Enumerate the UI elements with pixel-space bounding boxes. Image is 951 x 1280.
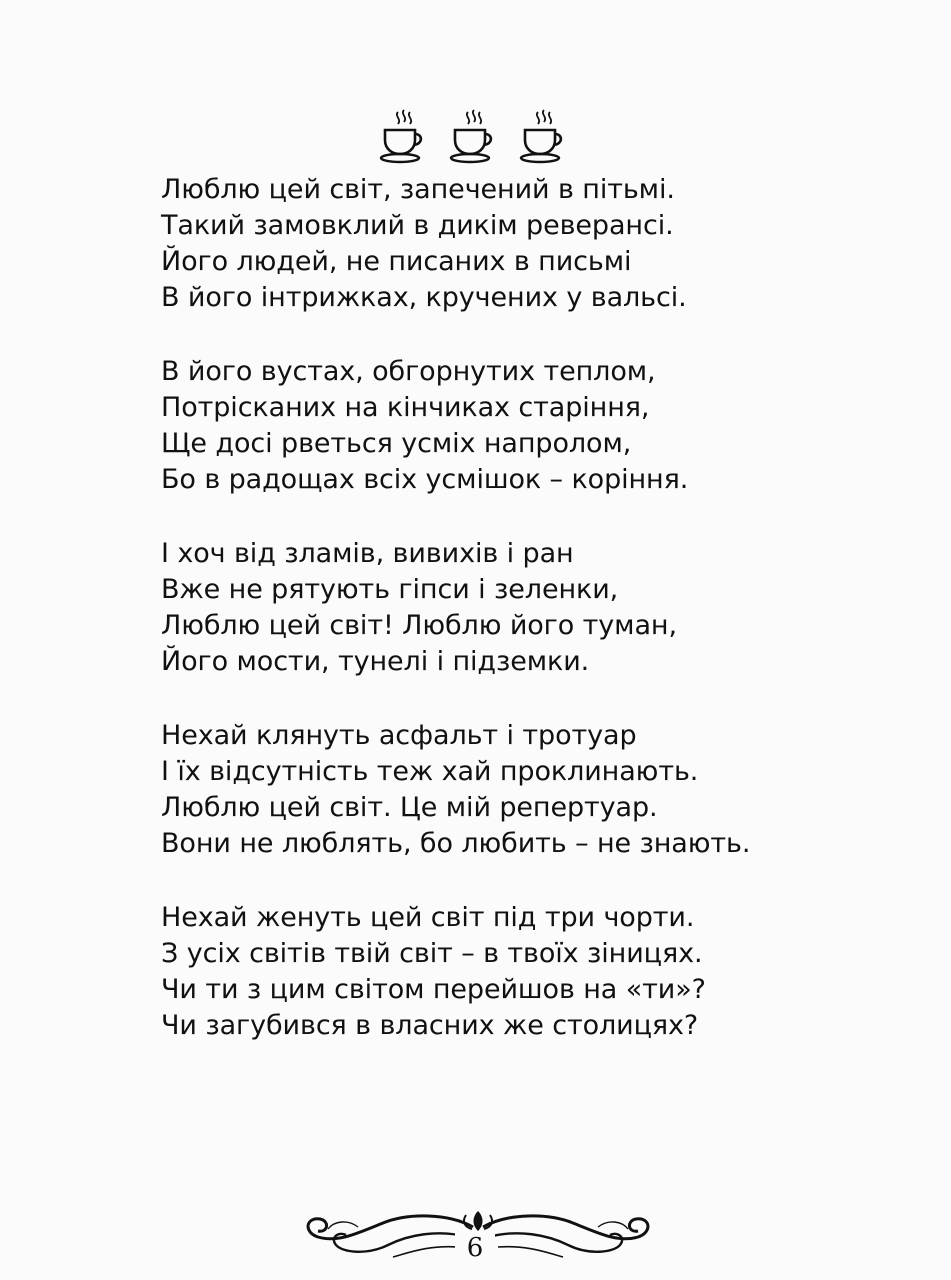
coffee-cup-icon	[378, 108, 428, 168]
stanza-5	[161, 900, 921, 1044]
poem-line: Нехай женуть цей світ під три чорти.	[161, 902, 695, 933]
coffee-cup-icon	[448, 108, 498, 168]
poem-line: І їх відсутність теж хай проклинають.	[161, 756, 699, 787]
poem-line: В його інтрижках, кручених у вальсі.	[161, 282, 687, 313]
poem-line: З усіх світів твій світ – в твоїх зіницях.	[161, 938, 703, 969]
poem-line: В його вустах, обгорнутих теплом,	[161, 356, 656, 387]
poem-line: Ще досі рветься усміх напролом,	[161, 428, 632, 459]
poem-line: Люблю цей світ! Люблю його туман,	[161, 610, 677, 641]
poem-line: Люблю цей світ, запечений в пітьмі.	[161, 174, 675, 205]
poem-line: І хоч від зламів, вивихів і ран	[161, 538, 574, 569]
poem-line: Нехай клянуть асфальт і тротуар	[161, 720, 637, 751]
poem-line: Чи загубився в власних же столицях?	[161, 1010, 699, 1041]
poem-line: Потрісканих на кінчиках старіння,	[161, 392, 650, 423]
coffee-cup-icon	[518, 108, 568, 168]
poem-line: Його людей, не писаних в письмі	[161, 246, 632, 277]
poem-line: Вже не рятують гіпси і зеленки,	[161, 574, 619, 605]
poem-line: Вони не люблять, бо любить – не знають.	[161, 828, 751, 859]
poem-line: Чи ти з цим світом перейшов на «ти»?	[161, 974, 706, 1005]
stanza-3	[161, 536, 921, 680]
stanza-2	[161, 354, 921, 498]
header-decoration	[378, 108, 568, 168]
poem-line: Люблю цей світ. Це мій репертуар.	[161, 792, 658, 823]
poem-line: Бо в радощах всіх усмішок – коріння.	[161, 464, 689, 495]
poem	[161, 172, 921, 1082]
stanza-1	[161, 172, 921, 316]
poem-line: Його мости, тунелі і підземки.	[161, 646, 590, 677]
poem-line: Такий замовклий в дикім реверансі.	[161, 210, 674, 241]
page-number: 6	[455, 1233, 495, 1263]
stanza-4	[161, 718, 921, 862]
